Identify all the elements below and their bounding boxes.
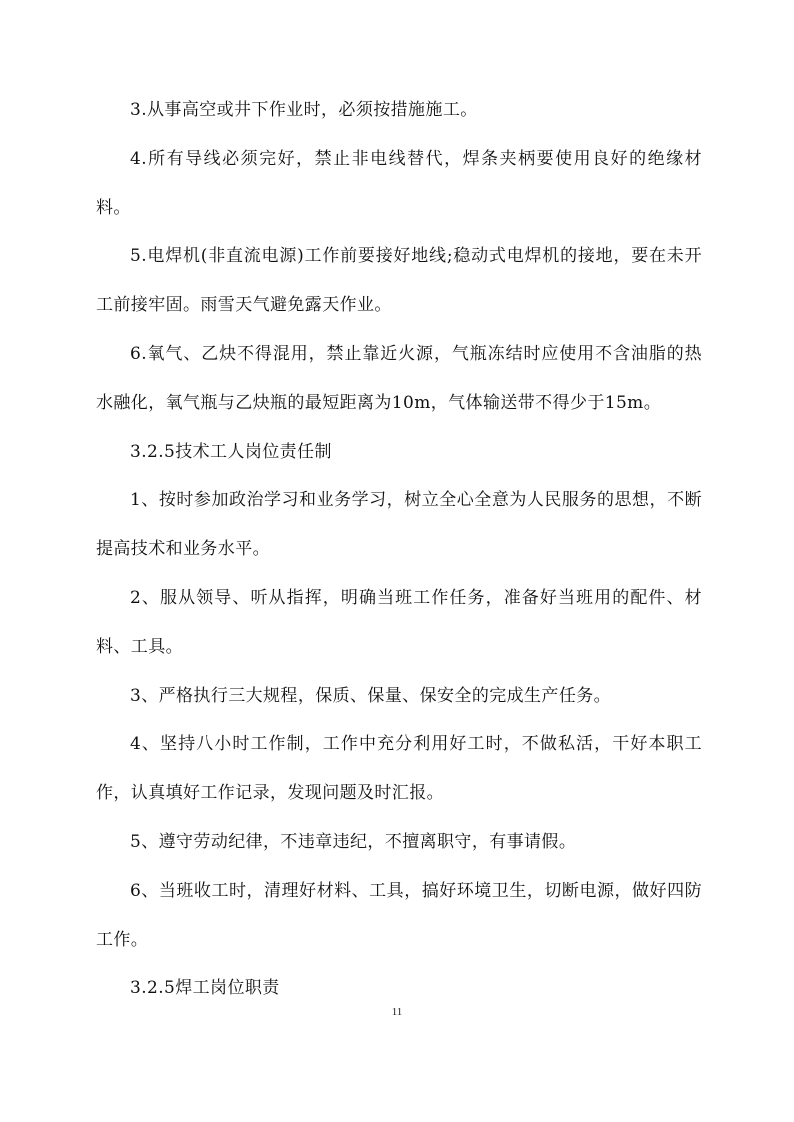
section-heading-welder-duties: 3.2.5焊工岗位职责 — [130, 978, 280, 999]
section-heading-technician-responsibility: 3.2.5技术工人岗位责任制 — [130, 441, 332, 462]
page-number: 11 — [391, 1006, 403, 1018]
paragraph-obey-leadership: 2、服从领导、听从指挥，明确当班工作任务，准备好当班用的配件、材料、工具。 — [96, 587, 702, 657]
paragraph-end-of-shift: 6、当班收工时，清理好材料、工具，搞好环境卫生，切断电源，做好四防工作。 — [96, 880, 702, 950]
paragraph-working-hours: 4、坚持八小时工作制，工作中充分利用好工时，不做私活，干好本职工作，认真填好工作记录，发现问题及时汇报。 — [96, 734, 702, 804]
paragraph-regulations: 3、严格执行三大规程，保质、保量、保安全的完成生产任务。 — [130, 685, 612, 706]
paragraph-gas-cylinders: 6.氧气、乙炔不得混用，禁止靠近火源，气瓶冻结时应使用不含油脂的热水融化，氧气瓶与乙炔瓶的最短距离为10m，气体输送带不得少于15m。 — [96, 343, 702, 413]
paragraph-wire-insulation: 4.所有导线必须完好，禁止非电线替代，焊条夹柄要使用良好的绝缘材料。 — [96, 148, 702, 218]
paragraph-high-altitude-work: 3.从事高空或井下作业时，必须按措施施工。 — [130, 100, 478, 120]
paragraph-labor-discipline: 5、遵守劳动纪律，不违章违纪，不擅离职守，有事请假。 — [130, 831, 577, 852]
paragraph-welder-grounding: 5.电焊机(非直流电源)工作前要接好地线;稳动式电焊机的接地，要在未开工前接牢固。雨雪天气避免露天作业。 — [96, 246, 702, 316]
paragraph-study: 1、按时参加政治学习和业务学习，树立全心全意为人民服务的思想，不断提高技术和业务水平。 — [96, 490, 702, 560]
document-body — [96, 86, 702, 1013]
